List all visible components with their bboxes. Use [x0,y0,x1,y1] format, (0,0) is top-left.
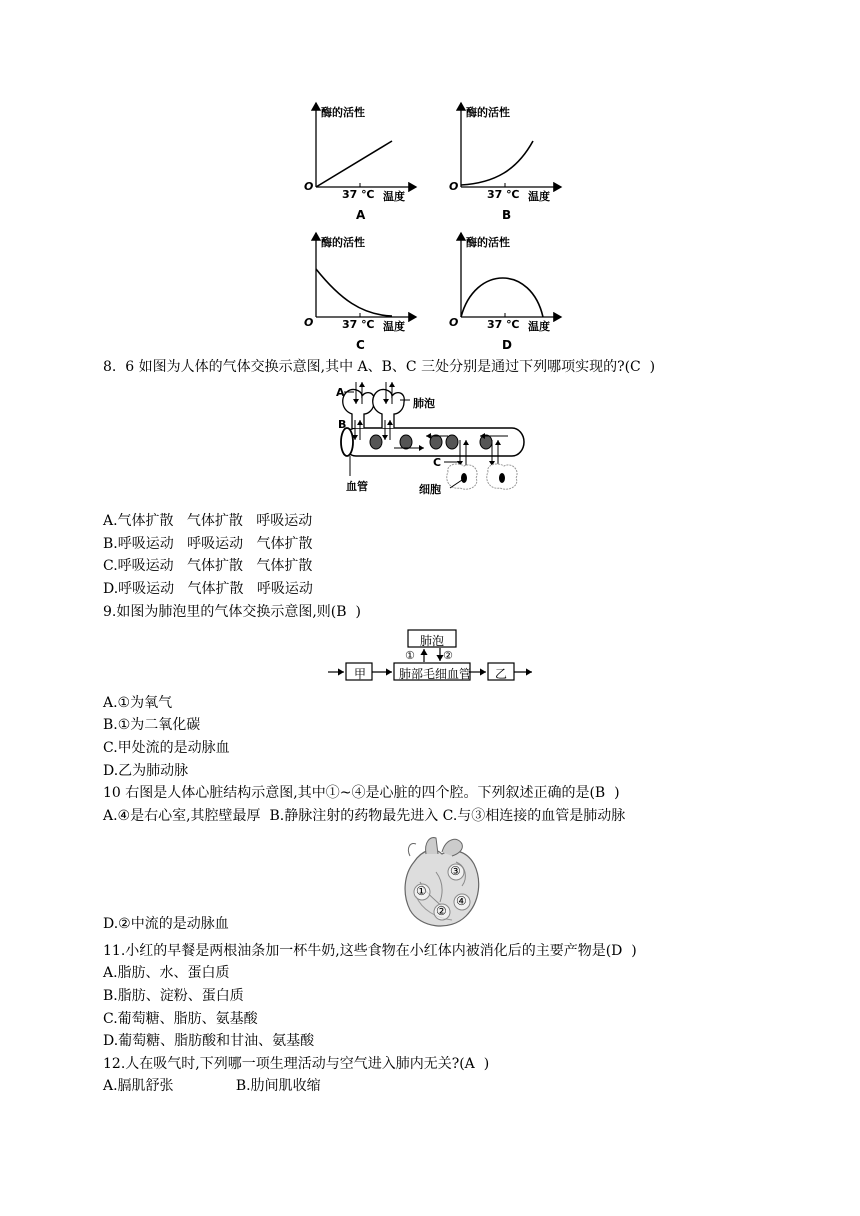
x-axis-label-c: 温度 [383,320,405,333]
panel-label-a: A [356,208,366,222]
q8-option-a: A.气体扩散 气体扩散 呼吸运动 [103,513,313,529]
y-axis-label-b: 酶的活性 [466,106,510,119]
curve-decreasing [316,269,392,316]
curve-linear [316,141,392,187]
temp-tick-d: 37 ℃ [487,318,520,331]
temp-tick-a: 37 ℃ [342,188,375,201]
origin-label-a: O [304,180,314,193]
heart-chamber-1: ① [416,884,427,898]
panel-label-b: B [502,208,512,222]
q9-option-a: A.①为氧气 [103,695,173,711]
curve-bell [461,278,543,317]
label-c: C [433,456,442,469]
jia-box-label: 甲 [354,667,367,681]
q11-option-a: A.脂肪、水、蛋白质 [103,965,230,981]
q9-option-b: B.①为二氧化碳 [103,717,201,733]
q11-option-c: C.葡萄糖、脂肪、氨基酸 [103,1011,258,1027]
q9-option-d: D.乙为肺动脉 [103,763,189,779]
heart-chamber-4: ④ [456,894,467,908]
q12-stem: 12.人在吸气时,下列哪一项生理活动与空气进入肺内无关?(A ) [103,1056,490,1072]
q11-option-d: D.葡萄糖、脂肪酸和甘油、氨基酸 [103,1033,315,1049]
panel-label-d: D [502,338,512,352]
heart-chamber-3: ③ [450,864,461,878]
q9-option-c: C.甲处流的是动脉血 [103,740,230,756]
q10-options-line: A.④是右心室,其腔壁最厚 B.静脉注射的药物最先进入 C.与③相连接的血管是肺动脉 [103,808,626,824]
q8-stem: 8. 6 如图为人体的气体交换示意图,其中 A、B、C 三处分别是通过下列哪项实现的?(C ) [103,359,656,375]
q12-options-line: A.膈肌舒张 B.肋间肌收缩 [103,1078,321,1094]
q9-stem: 9.如图为肺泡里的气体交换示意图,则(B ) [103,604,361,620]
arrow-label-1: ① [405,649,415,662]
arrow-label-2: ② [443,649,453,662]
temp-tick-b: 37 ℃ [487,188,520,201]
x-axis-label-a: 温度 [383,190,405,203]
y-axis-label-a: 酶的活性 [321,106,365,119]
origin-label-b: O [449,180,459,193]
q8-option-d: D.呼吸运动 气体扩散 呼吸运动 [103,581,313,597]
q11-stem: 11.小红的早餐是两根油条加一杯牛奶,这些食物在小红体内被消化后的主要产物是(D ) [103,943,637,959]
curve-exponential [461,141,533,185]
q8-option-c: C.呼吸运动 气体扩散 气体扩散 [103,558,313,574]
origin-label-d: O [449,316,459,329]
y-axis-label-d: 酶的活性 [466,236,510,249]
cell-label: 细胞 [419,483,441,496]
q10-option-d: D.②中流的是动脉血 [103,916,229,932]
q10-stem: 10 右图是人体心脏结构示意图,其中①~④是心脏的四个腔。下列叙述正确的是(B ) [103,785,620,801]
alveolus-box-label: 肺泡 [420,634,445,648]
q8-option-b: B.呼吸运动 呼吸运动 气体扩散 [103,536,313,552]
yi-box-label: 乙 [495,667,508,681]
q11-option-b: B.脂肪、淀粉、蛋白质 [103,988,244,1004]
heart-chamber-2: ② [436,904,447,918]
x-axis-label-b: 温度 [528,190,550,203]
y-axis-label-c: 酶的活性 [321,236,365,249]
label-a: A [336,386,345,399]
capillary-box-label: 肺部毛细血管 [399,667,472,681]
panel-label-c: C [356,338,365,352]
alveolus-label: 肺泡 [413,397,435,410]
label-b: B [338,418,347,431]
x-axis-label-d: 温度 [528,320,550,333]
vessel-label: 血管 [346,480,368,493]
origin-label-c: O [304,316,314,329]
temp-tick-c: 37 ℃ [342,318,375,331]
enzyme-activity-graphs [300,95,570,355]
